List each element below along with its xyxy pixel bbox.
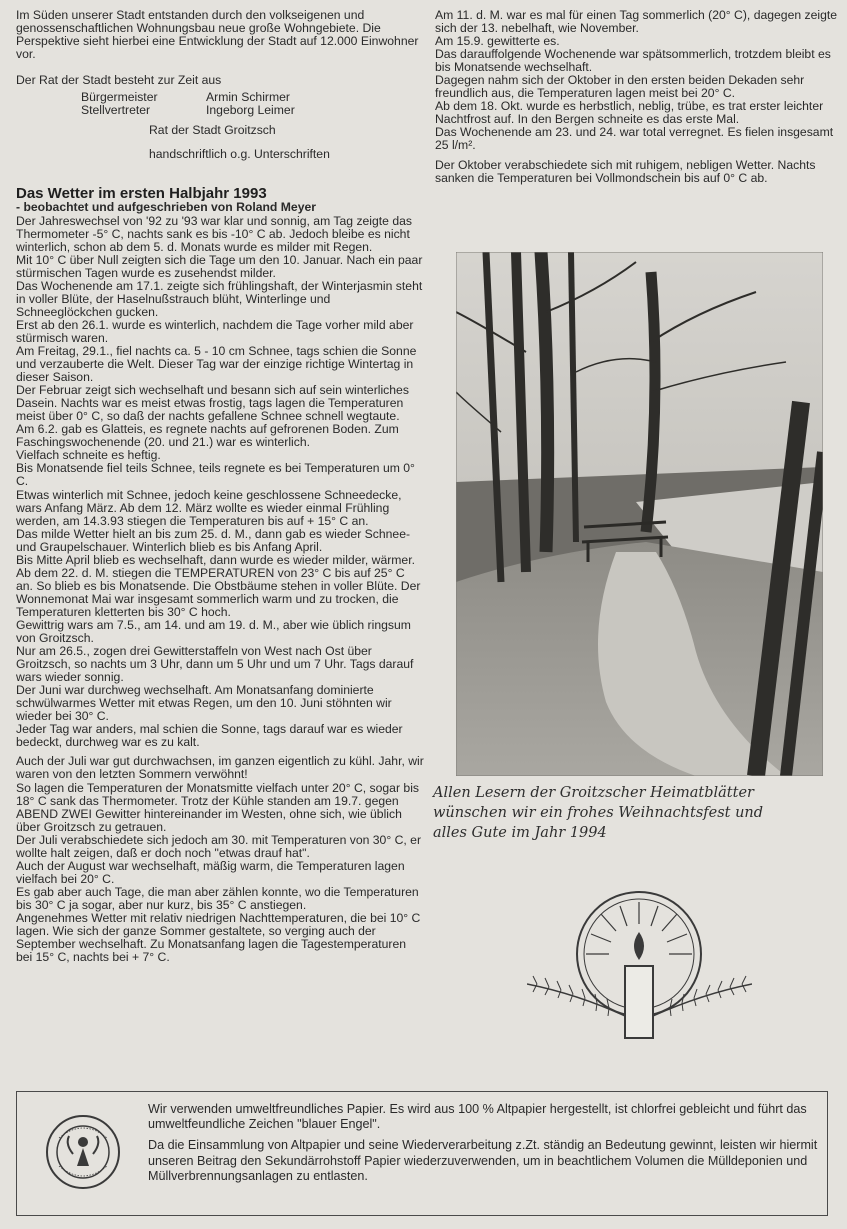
article-paragraph: Der Juli verabschiedete sich jedoch am 30. mit Temperaturen von 30° C, er wollte halt zeigen, daß er doch noch "etwas drauf hat". [16,832,422,860]
right-column [435,9,839,185]
article-paragraph: Am 11. d. M. war es mal für einen Tag sommerlich (20° C), dagegen zeigte sich der 13. nebelhaft, wie November. [435,8,838,36]
blauer-engel-logo-icon [45,1114,121,1190]
greeting-line: alles Gute im Jahr 1994 [433,825,607,841]
article-paragraph: Das milde Wetter hielt an bis zum 25. d. M., dann gab es wieder Schnee- und Graupelschauer. Winterlich blieb es bis Anfang April. [16,526,411,554]
article-paragraph: Am 15.9. gewitterte es. [435,34,560,49]
council-name: Ingeborg Leimer [206,103,295,118]
article-paragraph: Angenehmes Wetter mit relativ niedrigen Nachttemperaturen, die bei 10° C lagen. Wie sich der ganze Sommer gestaltete, so verging auch der September wechselhaft. Zu Monatsanfang lagen die Tagestemperaturen bei 15° C, nachts bei + 7° C. [16,911,421,965]
article-paragraph: Das darauffolgende Wochenende war spätsommerlich, trotzdem bleibt es bis Monatsende wechselhaft. [435,47,831,75]
article-paragraph: Der Oktober verabschiedete sich mit ruhigem, nebligen Wetter. Nachts sanken die Temperaturen bei Vollmondschein bis auf 0° C ab. [435,157,816,185]
article-paragraph: Das Wochenende am 23. und 24. war total verregnet. Es fielen insgesamt 25 l/m². [435,125,834,153]
article-paragraph: Ab dem 18. Okt. wurde es herbstlich, neblig, trübe, es trat erster leichter Nachtfrost auf. In den Bergen schneite es das erste Mal. [435,99,824,127]
notice-paragraph: Da die Einsammlung von Altpapier und seine Wiederverarbeitung z.Zt. ständig an Bedeutung gewinnt, leisten wir hiermit unseren Beitrag den Sekundärrohstoff Papier wiederzuverwenden, um in beachtlichem Volumen die Mülldeponien und Müllverbrennungsanlagen zu entlasten. [148,1138,818,1183]
article-paragraph: Erst ab den 26.1. wurde es winterlich, nachdem die Tage vorher mild aber stürmisch waren. [16,317,414,345]
council-role: Bürgermeister [81,90,158,105]
article-paragraph: Etwas winterlich mit Schnee, jedoch keine geschlossene Schneedecke, wars Anfang März. Ab dem 12. März wollte es wieder einmal Frühling werden, am 14.3.93 stiegen die Temperaturen bis auf + 15° C an. [16,487,402,528]
council-name: Armin Schirmer [206,90,290,105]
article-paragraph: Dagegen nahm sich der Oktober in den ersten beiden Dekaden sehr freundlich aus, die Temperaturen lagen meist bei 20° C. [435,73,805,101]
park-path-photo [456,252,823,776]
article-subtitle: - beobachtet und aufgeschrieben von Roland Meyer [16,200,316,215]
greeting-line: wünschen wir ein frohes Weihnachtsfest und [433,805,764,821]
article-paragraph: Es gab aber auch Tage, die man aber zählen konnte, wo die Temperaturen bis 30° C ja sogar, aber nur kurz, bis 35° C anstiegen. [16,884,419,912]
left-column [16,9,424,964]
article-paragraph: Nur am 26.5., zogen drei Gewitterstaffeln von West nach Ost über Groitzsch, so nachts um 3 Uhr, dann um 5 Uhr und um 7 Uhr. Tags darauf wars wieder sonnig. [16,644,414,685]
notice-paragraph: Wir verwenden umweltfreundliches Papier. Es wird aus 100 % Altpapier hergestellt, ist chlorfrei gebleicht und führt das umweltfeundliche Zeichen "blauer Engel". [148,1102,807,1132]
notice-text [148,1102,818,1190]
article-paragraph: Am 6.2. gab es Glatteis, es regnete nachts auf gefrorenen Boden. Zum Faschingswochenende (20. und 21.) war es winterlich. [16,422,399,450]
article-paragraph: Ab dem 22. d. M. stiegen die TEMPERATUREN von 23° C bis auf 25° C an. So blieb es bis Monatsende. Die Obstbäume stehen in voller Blüte. Der Wonnemonat Mai war insgesamt sommerlich warm und zu trocken, die Temperaturen kletterten bis 30° C hoch. [16,565,421,619]
christmas-greeting [433,783,843,843]
article-paragraph: Auch der Juli war gut durchwachsen, im ganzen eigentlich zu kühl. Jahr, wir waren von den letzten Sommern verwöhnt! [16,754,424,782]
council-list [16,91,424,117]
signoff-note: handschriftlich o.g. Unterschriften [149,147,330,162]
signoff [16,124,424,161]
council-role: Stellvertreter [81,103,151,118]
article-paragraph: Der Februar zeigt sich wechselhaft und besann sich auf sein winterliches Dasein. Nachts war es meist etwas frostig, tags lagen die Temperaturen meist über 0° C, so daß der nachts gefallene Schnee schnell wegtaute. [16,383,409,424]
article-paragraph: Der Jahreswechsel von '92 zu '93 war klar und sonnig, am Tag zeigte das Thermometer -5° C, nachts sank es bis -10° C ab. Jedoch bleibe es nicht winterlich, schon ab dem 5. d. Monats wurde es milder mit Regen. [16,213,412,254]
council-intro: Der Rat der Stadt besteht zur Zeit aus [16,73,222,88]
recycled-paper-notice [16,1091,828,1216]
article-paragraph: Bis Monatsende fiel teils Schnee, teils regnete es bei Temperaturen um 0° C. [16,461,415,489]
article-paragraph: Das Wochenende am 17.1. zeigte sich frühlingshaft, der Winterjasmin steht in voller Blüte, der Haselnußstrauch blüht, Winterlinge und Schneeglöckchen gucken. [16,278,423,319]
article-paragraph: Gewittrig wars am 7.5., am 14. und am 19. d. M., aber wie üblich ringsum von Groitzsch. [16,617,411,646]
intro-paragraph: Im Süden unserer Stadt entstanden durch den volkseigenen und genossenschaftlichen Wohnungsbau neue große Wohngebiete. Die Perspektive sieht hierbei eine Entwicklung der Stadt auf 12.000 Einwohner vor. [16,8,419,62]
article-paragraph: Auch der August war wechselhaft, mäßig warm, die Temperaturen lagen vielfach bei 20° C. [16,858,405,886]
article-title: Das Wetter im ersten Halbjahr 1993 [16,185,267,203]
candle-emblem-icon [527,884,752,1044]
article-paragraph: Der Juni war durchweg wechselhaft. Am Monatsanfang dominierte schwülwarmes Wetter mit etwas Regen, um den 10. Juni stöhnten wir wieder bei 30° C. [16,683,392,724]
article-paragraph: Mit 10° C über Null zeigten sich die Tage um den 10. Januar. Nach ein paar stürmischen Tagen wurde es zusehendst milder. [16,252,423,280]
article-paragraph: So lagen die Temperaturen der Monatsmitte vielfach unter 20° C, sogar bis 18° C sank das Thermometer. Trotz der Kühle standen am 19.7. gegen ABEND ZWEI Gewitter hintereinander im Westen, ohne sich, wie üblich über Groitzsch zu getrauen. [16,780,419,834]
article-paragraph: Bis Mitte April blieb es wechselhaft, dann wurde es wieder milder, wärmer. [16,552,415,567]
signoff-org: Rat der Stadt Groitzsch [149,123,276,138]
article-paragraph: Am Freitag, 29.1., fiel nachts ca. 5 - 10 cm Schnee, tags schien die Sonne und verzauberte die Welt. Dieser Tag war der einzige richtige Wintertag in dieser Saison. [16,343,417,385]
council-member [16,104,424,117]
article-body [16,215,424,965]
greeting-line: Allen Lesern der Groitzscher Heimatblätter [433,785,754,801]
article-paragraph: Vielfach schneite es heftig. [16,448,161,463]
article-paragraph: Jeder Tag war anders, mal schien die Sonne, tags darauf war es wieder bedeckt, durchweg war es zu kalt. [16,722,403,750]
